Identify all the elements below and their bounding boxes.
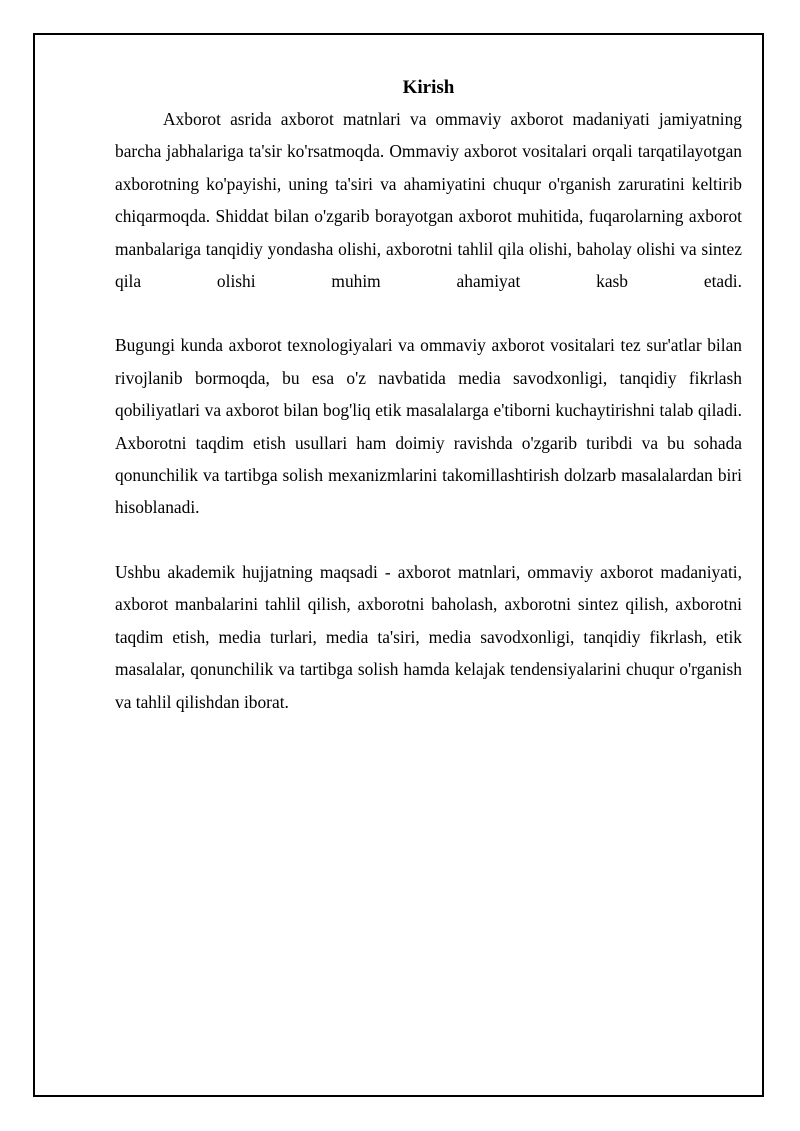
- paragraph-purpose: Ushbu akademik hujjatning maqsadi - axborot matnlari, ommaviy axborot madaniyati, axborot manbalarini tahlil qilish, axborotni baholash, axborotni sintez qilish, axborotni taqdim etish, media turlari, media ta'siri, media savodxonligi, tanqidiy fikrlash, etik masalalar, qonunchilik va tartibga solish hamda kelajak tendensiyalarini chuqur o'rganish va tahlil qilishdan iborat.: [115, 561, 742, 712]
- document-body: [115, 73, 742, 718]
- document-title: Kirish: [402, 77, 455, 98]
- paragraph-intro: Axborot asrida axborot matnlari va ommaviy axborot madaniyati jamiyatning barcha jabhalariga ta'sir ko'rsatmoqda. Ommaviy axborot vositalari orqali tarqatilayotgan axborotning ko'payishi, uning ta'siri va ahamiyatini chuqur o'rganish zaruratini keltirib chiqarmoqda. Shiddat bilan o'zgarib borayotgan axborot muhitida, fuqarolarning axborot manbalariga tanqidiy yondasha olishi, axborotni tahlil qila olishi, baholay olishi va sintez qila olishi muhim ahamiyat kasb etadi.: [115, 109, 742, 292]
- paragraph-gap: [115, 524, 742, 556]
- paragraph-technology: Bugungi kunda axborot texnologiyalari va ommaviy axborot vositalari tez sur'atlar bilan rivojlanib bormoqda, bu esa o'z navbatida media savodxonligi, tanqidiy fikrlash qobiliyatlari va axborot bilan bog'liq etik masalalarga e'tiborni kuchaytirishni talab qiladi. Axborotni taqdim etish usullari ham doimiy ravishda o'zgarib turibdi va bu sohada qonunchilik va tartibga solish mexanizmlarini takomillashtirish dolzarb masalalardan biri hisoblanadi.: [115, 335, 742, 518]
- paragraph-gap: [115, 297, 742, 329]
